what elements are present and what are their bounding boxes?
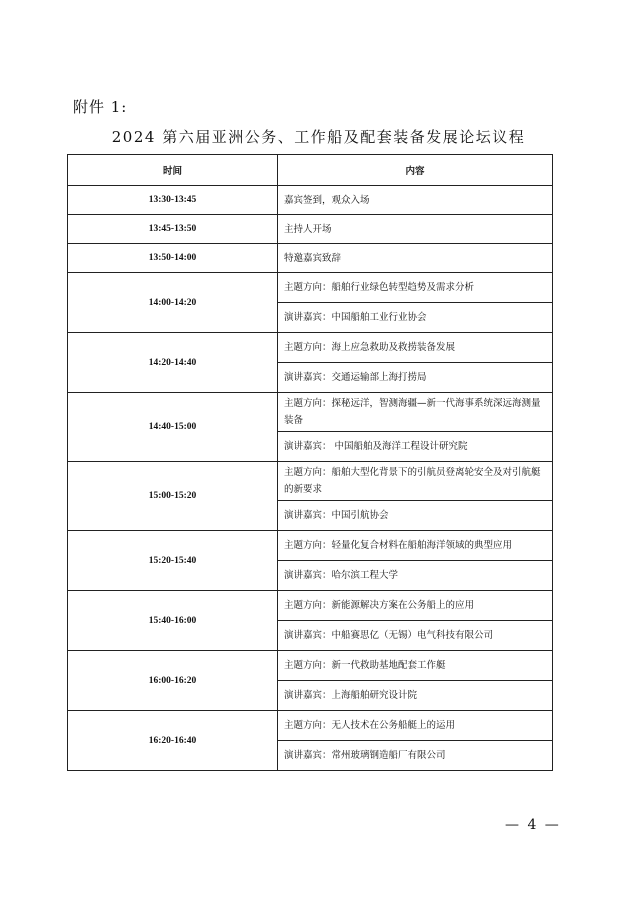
page-number: — 4 — bbox=[505, 817, 561, 833]
table-header-row bbox=[68, 155, 553, 186]
session-topic: 主题方向：海上应急救助及救捞装备发展 bbox=[278, 333, 553, 363]
session-speaker: 演讲嘉宾：中国引航协会 bbox=[278, 501, 553, 531]
table-row bbox=[68, 186, 553, 215]
session-time: 16:00-16:20 bbox=[68, 651, 278, 711]
session-topic-row bbox=[68, 333, 553, 363]
session-speaker: 演讲嘉宾：常州玻璃钢造船厂有限公司 bbox=[278, 741, 553, 771]
session-time: 15:40-16:00 bbox=[68, 591, 278, 651]
session-topic-row bbox=[68, 531, 553, 561]
session-speaker: 演讲嘉宾：中国船舶工业行业协会 bbox=[278, 303, 553, 333]
session-speaker: 演讲嘉宾：哈尔滨工程大学 bbox=[278, 561, 553, 591]
session-time: 15:00-15:20 bbox=[68, 462, 278, 531]
session-time: 16:20-16:40 bbox=[68, 711, 278, 771]
session-time: 14:00-14:20 bbox=[68, 273, 278, 333]
session-topic-row bbox=[68, 711, 553, 741]
session-time: 14:40-15:00 bbox=[68, 393, 278, 462]
row-time: 13:50-14:00 bbox=[68, 244, 278, 273]
session-topic-row bbox=[68, 273, 553, 303]
session-topic: 主题方向：探秘远洋，智测海疆—新一代海事系统深远海测量装备 bbox=[278, 393, 553, 432]
agenda-table bbox=[67, 154, 553, 771]
row-time: 13:45-13:50 bbox=[68, 215, 278, 244]
session-speaker: 演讲嘉宾： 中国船舶及海洋工程设计研究院 bbox=[278, 432, 553, 462]
page-title: 2024 第六届亚洲公务、工作船及配套装备发展论坛议程 bbox=[111, 128, 526, 146]
session-speaker: 演讲嘉宾：上海船舶研究设计院 bbox=[278, 681, 553, 711]
session-topic: 主题方向：轻量化复合材料在船舶海洋领域的典型应用 bbox=[278, 531, 553, 561]
session-time: 14:20-14:40 bbox=[68, 333, 278, 393]
row-content: 主持人开场 bbox=[278, 215, 553, 244]
row-time: 13:30-13:45 bbox=[68, 186, 278, 215]
session-topic: 主题方向：船舶大型化背景下的引航员登离轮安全及对引航艇的新要求 bbox=[278, 462, 553, 501]
table-row bbox=[68, 244, 553, 273]
session-speaker: 演讲嘉宾：中船赛思亿（无锡）电气科技有限公司 bbox=[278, 621, 553, 651]
session-topic-row bbox=[68, 393, 553, 432]
session-topic-row bbox=[68, 651, 553, 681]
session-topic-row bbox=[68, 462, 553, 501]
session-topic-row bbox=[68, 591, 553, 621]
header-time: 时间 bbox=[68, 155, 278, 186]
session-topic: 主题方向：船舶行业绿色转型趋势及需求分析 bbox=[278, 273, 553, 303]
table-row bbox=[68, 215, 553, 244]
session-topic: 主题方向：新一代救助基地配套工作艇 bbox=[278, 651, 553, 681]
row-content: 嘉宾签到，观众入场 bbox=[278, 186, 553, 215]
session-time: 15:20-15:40 bbox=[68, 531, 278, 591]
session-topic: 主题方向：新能源解决方案在公务船上的应用 bbox=[278, 591, 553, 621]
attachment-label: 附件 1: bbox=[73, 98, 128, 116]
header-content: 内容 bbox=[278, 155, 553, 186]
row-content: 特邀嘉宾致辞 bbox=[278, 244, 553, 273]
session-speaker: 演讲嘉宾：交通运输部上海打捞局 bbox=[278, 363, 553, 393]
session-topic: 主题方向：无人技术在公务船艇上的运用 bbox=[278, 711, 553, 741]
